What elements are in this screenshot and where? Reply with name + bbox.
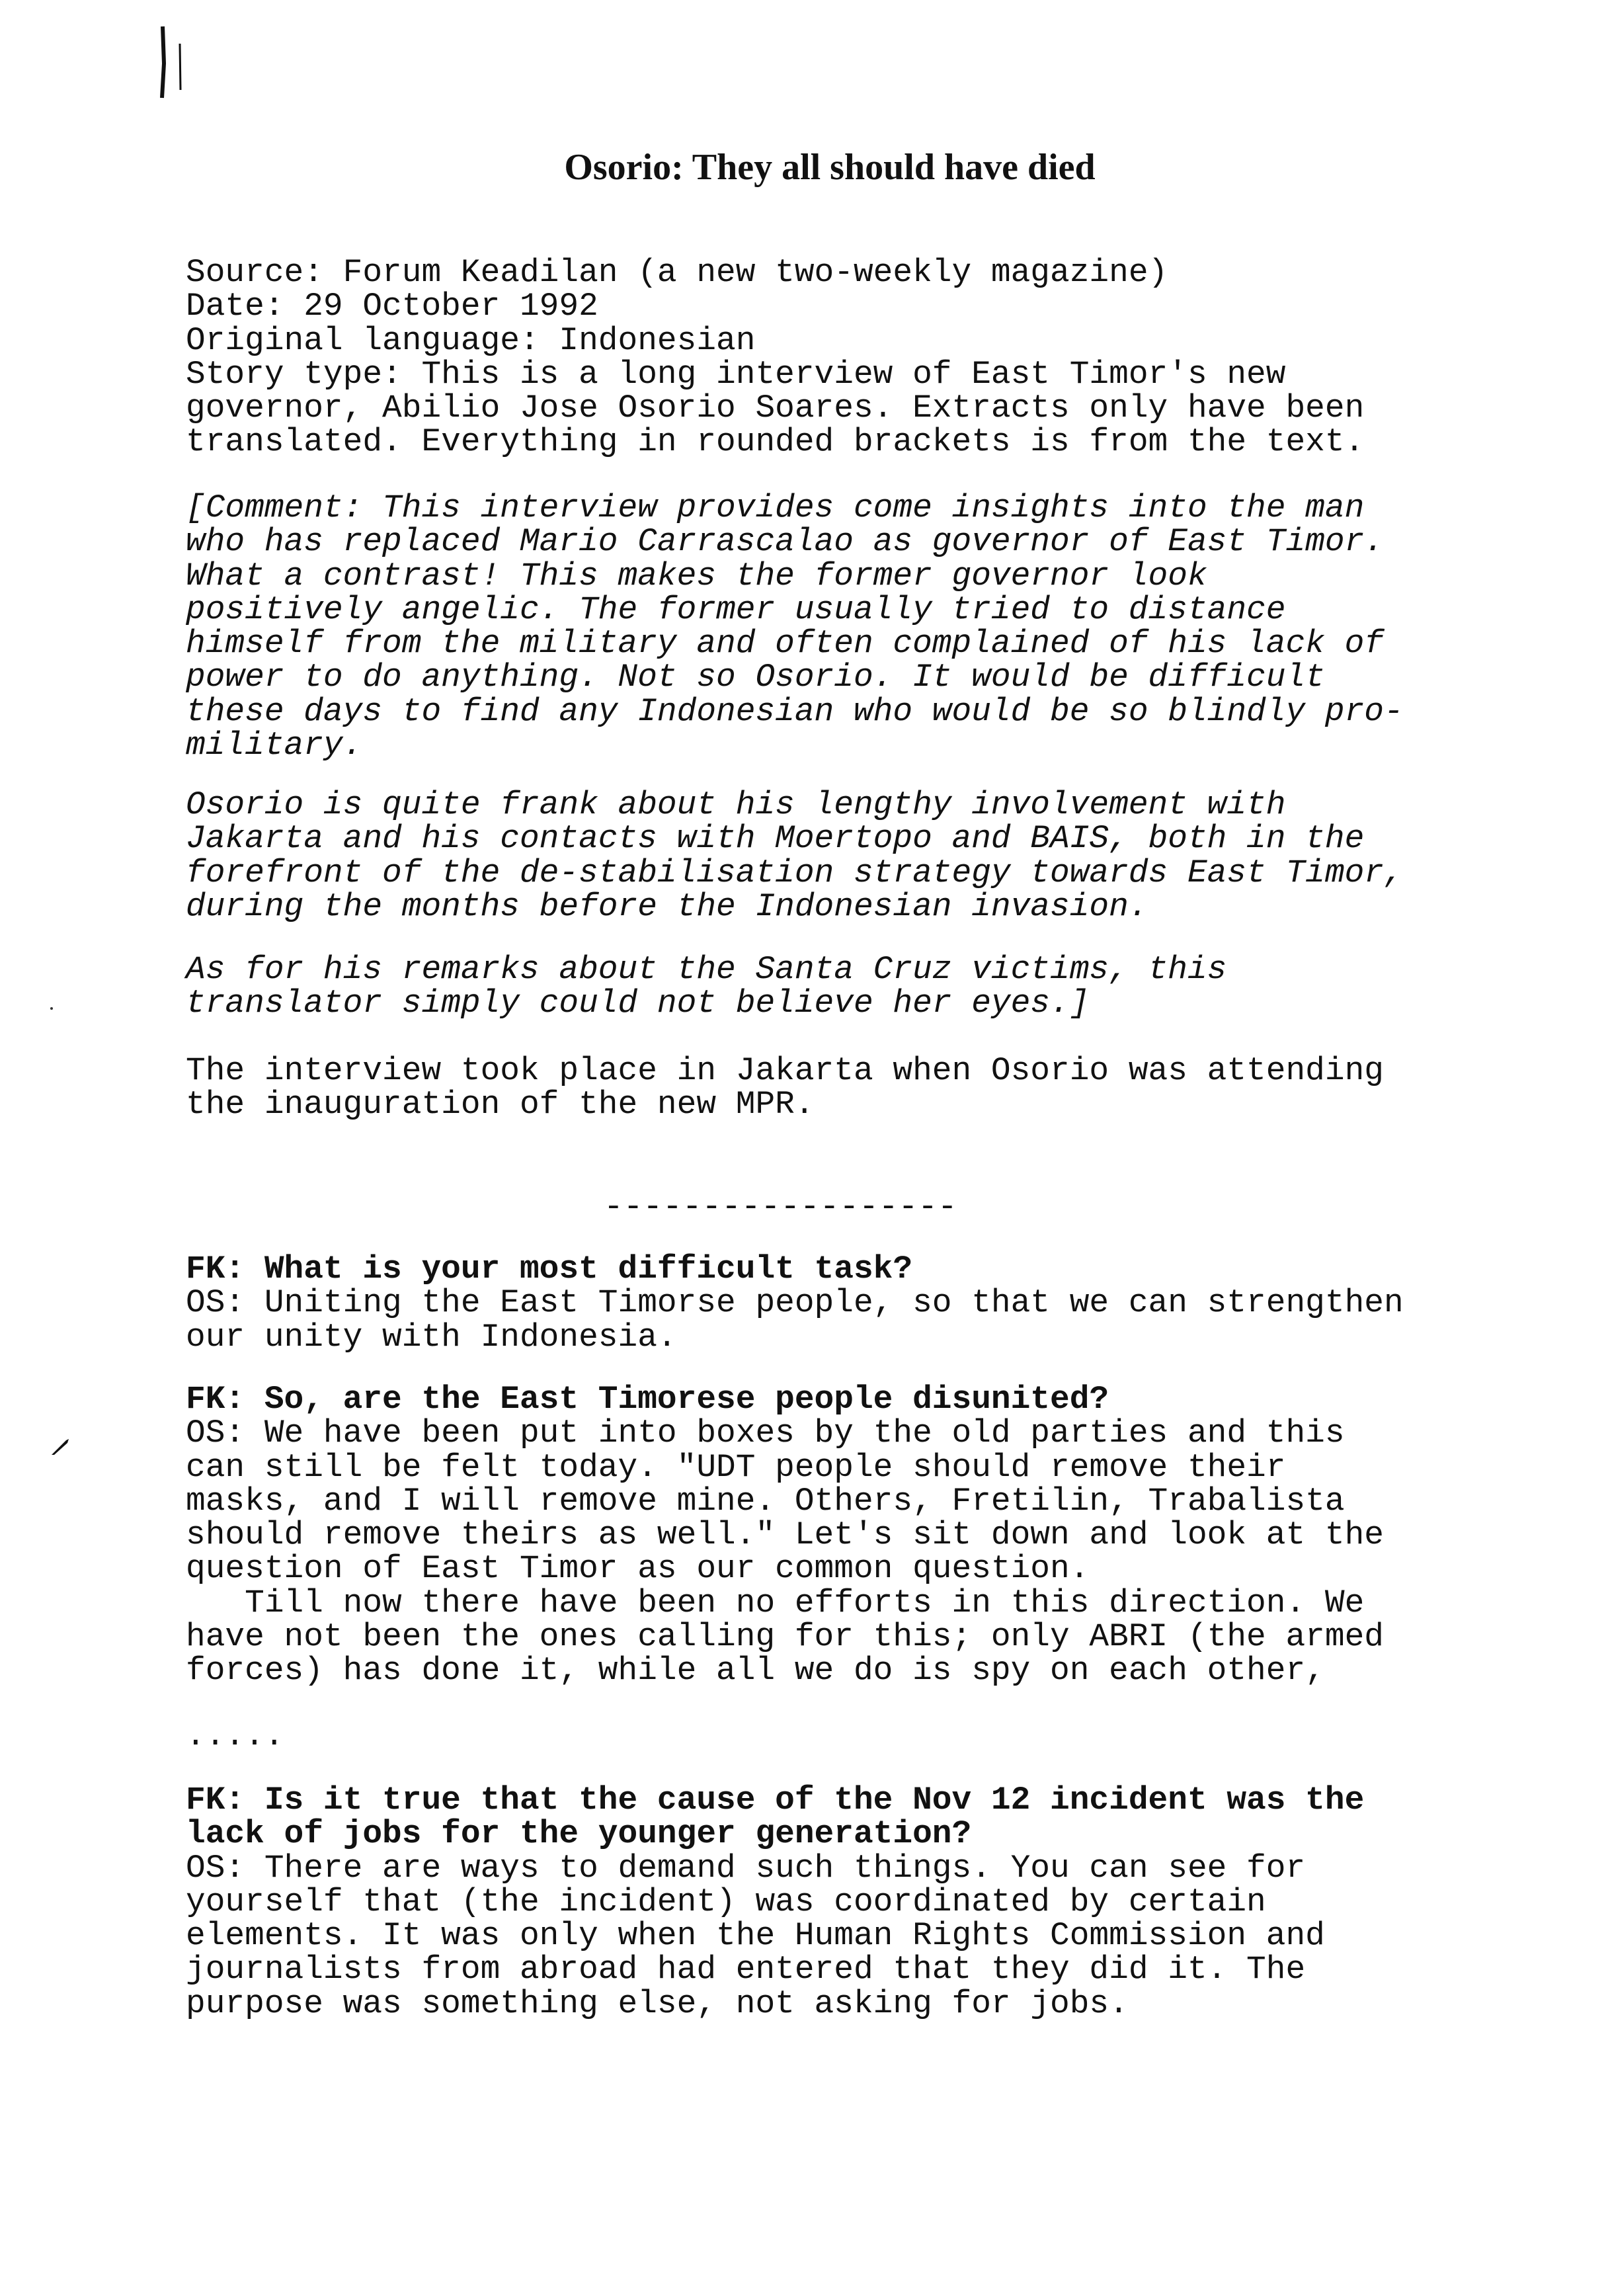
answer [186,1286,1404,1354]
text-line: power to do anything. Not so Osorio. It would be difficult [186,659,1325,696]
text-line: masks, and I will remove mine. Others, Fretilin, Trabalista [186,1482,1345,1520]
intro-paragraph [186,1054,1384,1122]
text-line: Osorio is quite frank about his lengthy involvement with [186,786,1286,823]
qa-2 [186,1383,1384,1688]
text-line: Till now there have been no efforts in this direction. We [186,1584,1365,1621]
text-line: these days to find any Indonesian who would be so blindly pro- [186,692,1404,730]
question [186,1784,1364,1852]
text-line: translated. Everything in rounded brackets is from the text. [186,423,1365,461]
text-line: Story type: This is a long interview of East Timor's new [186,355,1286,393]
text-line: translator simply could not believe her eyes.] [186,985,1090,1022]
text-line: the inauguration of the new MPR. [186,1086,815,1124]
text-line: forefront of the de-stabilisation strategy towards East Timor, [186,854,1404,891]
text-line: lack of jobs for the younger generation? [186,1815,972,1853]
text-line: yourself that (the incident) was coordinated by certain [186,1883,1266,1920]
text-line: have not been the ones calling for this; only ABRI (the armed [186,1618,1384,1656]
text-line: can still be felt today. "UDT people should remove their [186,1448,1286,1486]
scan-speck [49,1006,54,1011]
question: FK: What is your most difficult task? [186,1250,913,1288]
text-line: FK: Is it true that the cause of the Nov 12 incident was the [186,1782,1365,1819]
answer [186,1849,1364,2022]
header-block [186,256,1364,460]
comment-paragraph-2 [186,788,1404,924]
text-line: our unity with Indonesia. [186,1318,677,1356]
text-line: purpose was something else, not asking for jobs. [186,1985,1129,2022]
text-line: Source: Forum Keadilan (a new two-weekly magazine) [186,254,1168,291]
text-line: positively angelic. The former usually tried to distance [186,591,1286,628]
text-line: OS: Uniting the East Timorse people, so that we can strengthen [186,1284,1404,1322]
text-line: himself from the military and often complained of his lack of [186,625,1384,663]
comment-paragraph-3 [186,953,1226,1021]
scan-mark-margin [49,1435,73,1459]
separator: ------------------ [604,1188,957,1225]
text-line: OS: We have been put into boxes by the old parties and this [186,1414,1345,1452]
text-line: military. [186,727,363,764]
text-line: As for his remarks about the Santa Cruz victims, this [186,951,1227,988]
ellipsis: ..... [186,1717,284,1754]
text-line: journalists from abroad had entered that they did it. The [186,1951,1306,1988]
text-line: What a contrast! This makes the former governor look [186,557,1207,594]
comment-paragraph-1 [186,491,1404,762]
text-line: forces) has done it, while all we do is spy on each other, [186,1652,1325,1690]
qa-3 [186,1784,1364,2021]
text-line: Date: 29 October 1992 [186,288,598,325]
question: FK: So, are the East Timorese people disunited? [186,1381,1109,1418]
text-line: who has replaced Mario Carrascalao as governor of East Timor. [186,523,1384,561]
text-line: OS: There are ways to demand such things. You can see for [186,1849,1306,1887]
text-line: during the months before the Indonesian invasion. [186,887,1148,925]
answer [186,1416,1384,1688]
document-title: Osorio: They all should have died [564,147,1096,188]
text-line: should remove theirs as well." Let's sit down and look at the [186,1516,1384,1554]
text-line: Jakarta and his contacts with Moertopo and BAIS, both in the [186,820,1365,858]
text-line: question of East Timor as our common question. [186,1550,1090,1588]
scan-mark-top-left [156,24,189,103]
text-line: Original language: Indonesian [186,321,756,359]
text-line: governor, Abilio Jose Osorio Soares. Extracts only have been [186,390,1365,427]
text-line: elements. It was only when the Human Rights Commission and [186,1917,1325,1955]
text-line: [Comment: This interview provides come insights into the man [186,489,1365,526]
qa-1 [186,1252,1404,1354]
text-line: The interview took place in Jakarta when Osorio was attending [186,1052,1384,1089]
